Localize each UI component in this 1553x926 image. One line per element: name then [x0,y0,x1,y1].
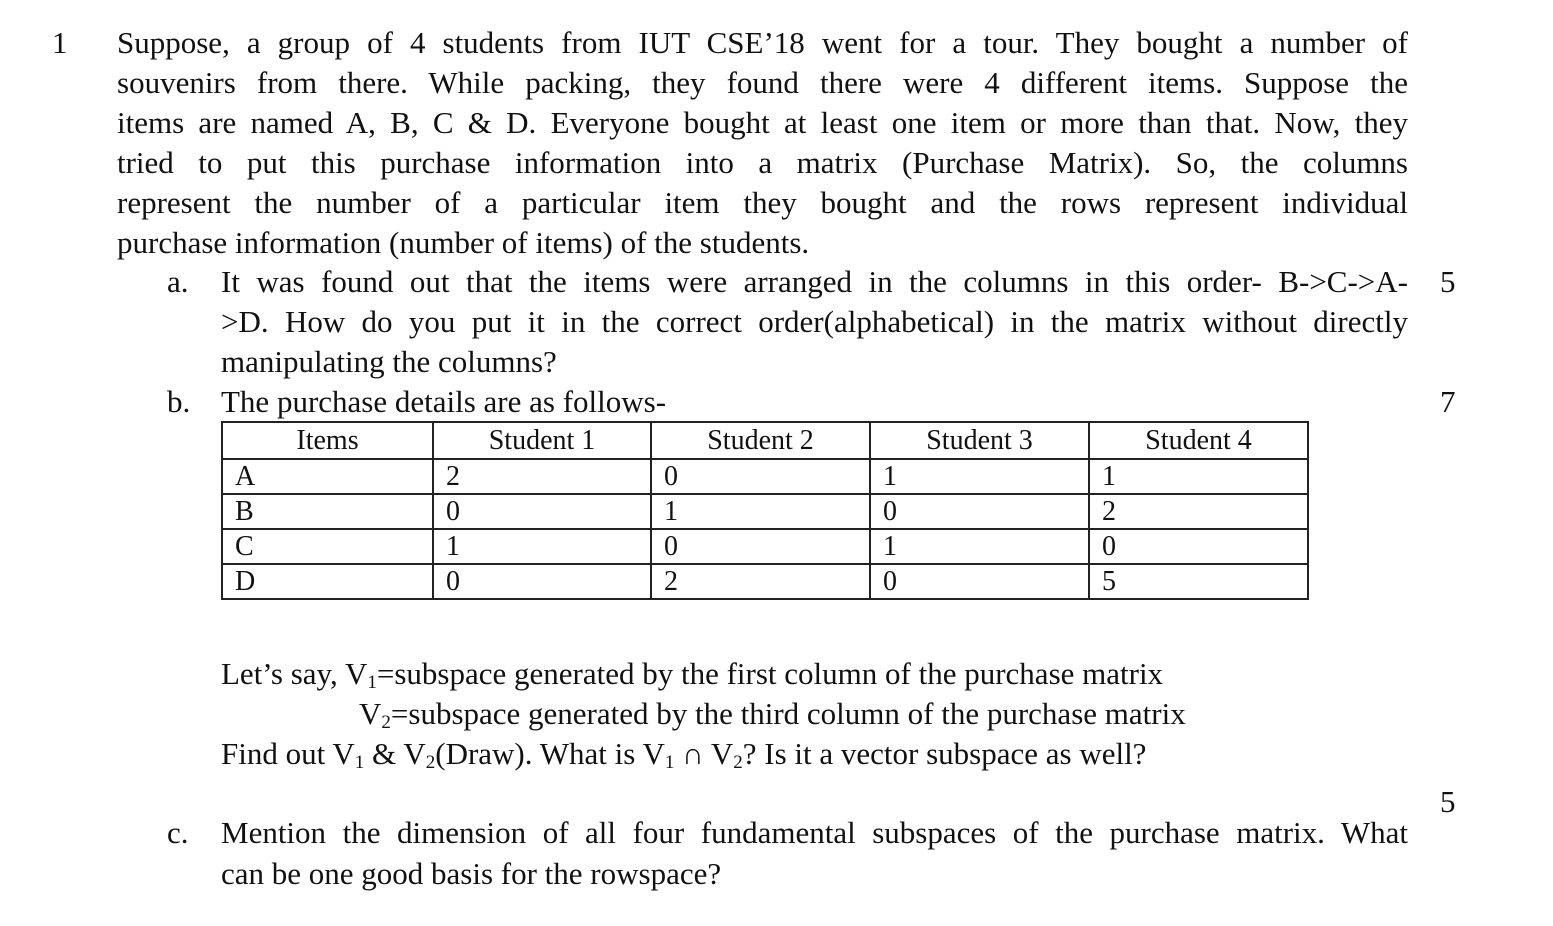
table-cell: 0 [1089,529,1308,564]
table-row [222,494,1308,529]
table-row [222,564,1308,599]
table-cell: 2 [433,459,651,494]
table-cell: 0 [433,564,651,599]
part-b-marks: 7 [1440,384,1456,419]
table-cell: 1 [1089,459,1308,494]
table-cell: 1 [870,529,1089,564]
part-a-line: It was found out that the items were arranged in the columns in this order- B->C->A- [221,264,1408,299]
part-a-marks: 5 [1440,264,1456,299]
v1-definition: Let’s say, $V_1=subspace$ generated by the first column of the purchase matrix [221,656,1164,693]
table-cell: 1 [651,494,870,529]
table-row [222,529,1308,564]
part-a-label: a. [167,264,189,299]
find-question: Find out $V_1$ & $V_2(Draw)$. What is $V_1$ ∩ $V_2$? Is it a vector subspace as well? [221,736,1147,773]
table-cell: 2 [651,564,870,599]
table-cell: 0 [870,564,1089,599]
table-cell: 0 [433,494,651,529]
table-cell: 0 [870,494,1089,529]
intro-line: souvenirs from there. While packing, they found there were 4 different items. Suppose the [117,65,1408,100]
header-student-1: Student 1 [433,422,651,459]
item-label: B [222,494,433,529]
header-student-4: Student 4 [1089,422,1308,459]
intro-line: purchase information (number of items) of the students. [117,225,810,260]
part-c-label: c. [167,815,189,850]
intro-line: represent the number of a particular item they bought and the rows represent individual [117,185,1408,220]
purchase-table [221,421,1309,600]
part-a-line: >D. How do you put it in the correct order(alphabetical) in the matrix without directly [221,304,1408,339]
v2-definition: $V_2=subspace$ generated by the third column of the purchase matrix [359,696,1186,733]
item-label: C [222,529,433,564]
header-student-3: Student 3 [870,422,1089,459]
part-c-line: Mention the dimension of all four fundamental subspaces of the purchase matrix. What [221,815,1408,850]
item-label: D [222,564,433,599]
item-label: A [222,459,433,494]
header-items: Items [222,422,433,459]
part-b-label: b. [167,384,191,419]
intro-line: tried to put this purchase information into a matrix (Purchase Matrix). So, the columns [117,145,1408,180]
table-cell: 1 [433,529,651,564]
table-cell: 5 [1089,564,1308,599]
question-number: 1 [52,25,68,60]
intersection-symbol: ∩ [682,738,704,771]
intro-line: Suppose, a group of 4 students from IUT CSE’18 went for a tour. They bought a number of [117,25,1408,60]
table-cell: 2 [1089,494,1308,529]
part-c-marks: 5 [1440,784,1456,819]
table-cell: 0 [651,529,870,564]
table-row [222,459,1308,494]
header-student-2: Student 2 [651,422,870,459]
table-cell: 0 [651,459,870,494]
part-b-intro: The purchase details are as follows- [221,384,667,419]
part-a-line: manipulating the columns? [221,344,557,379]
table-cell: 1 [870,459,1089,494]
table-header-row [222,422,1308,459]
part-c-line: can be one good basis for the rowspace? [221,856,722,891]
intro-line: items are named A, B, C & D. Everyone bought at least one item or more than that. Now, they [117,105,1408,140]
